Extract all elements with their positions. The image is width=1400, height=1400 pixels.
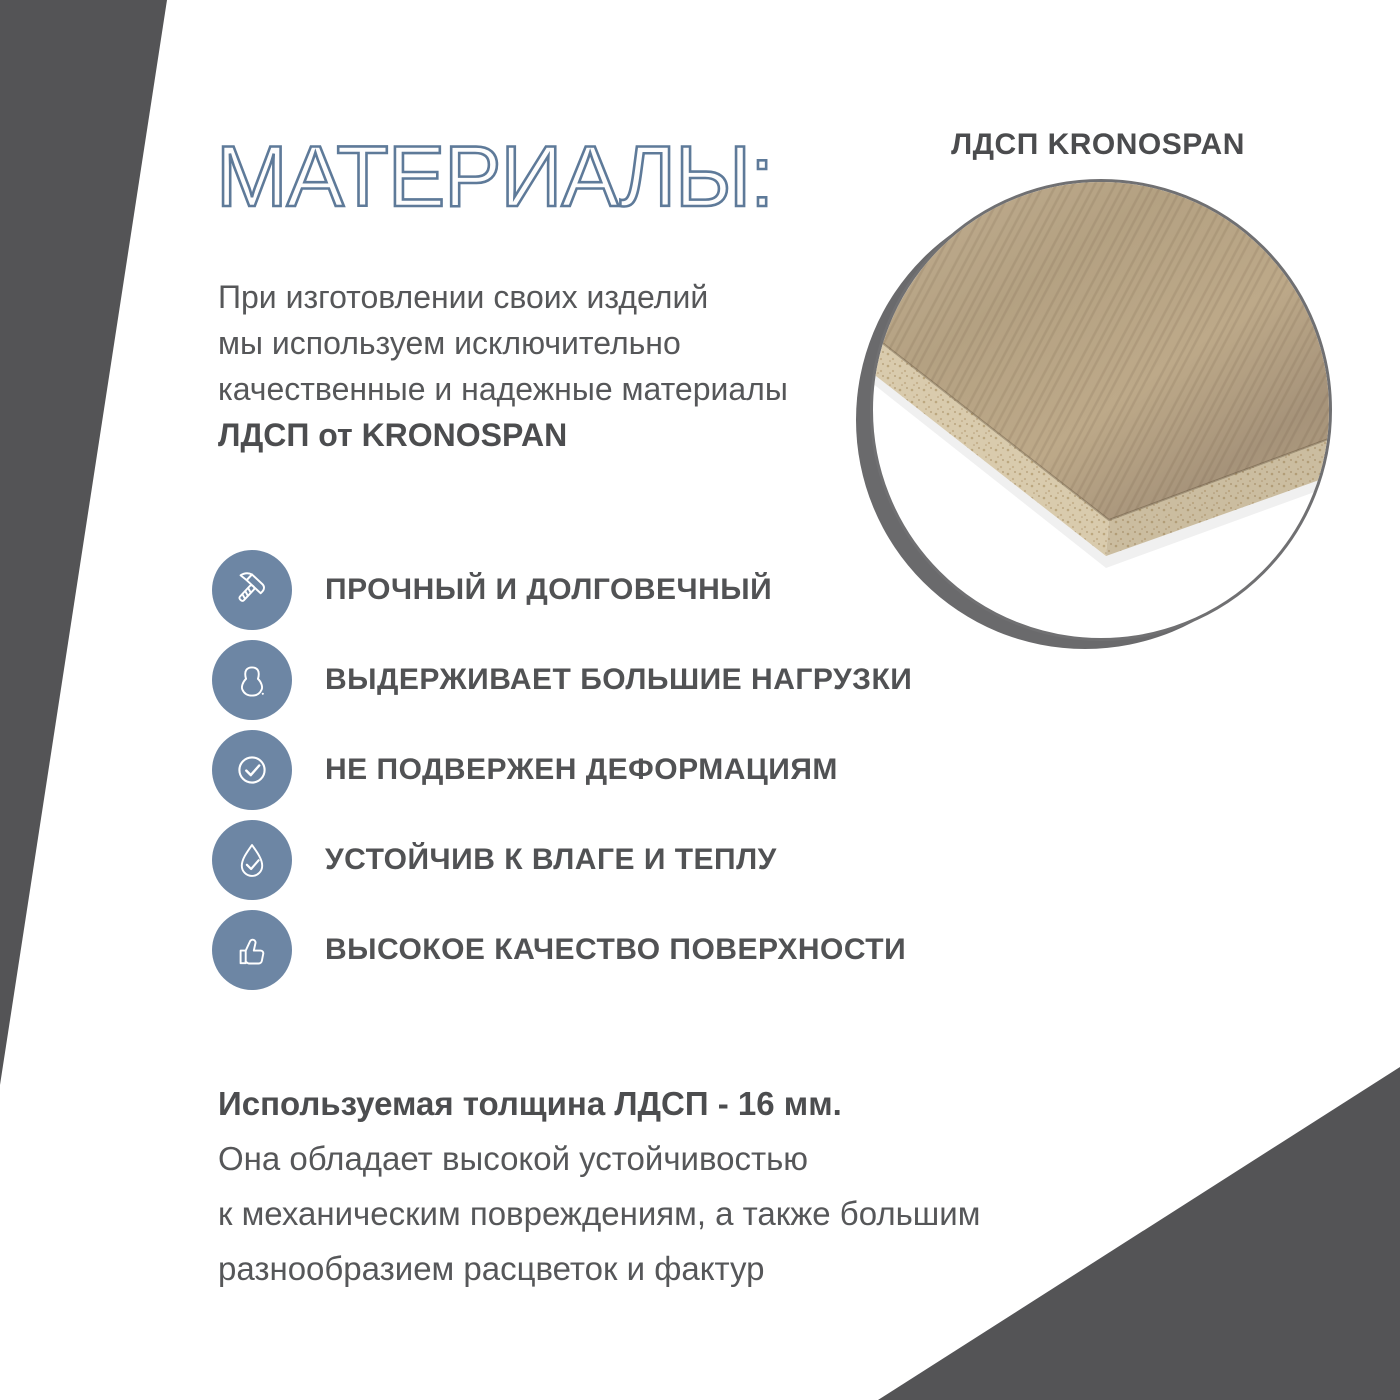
kettlebell-icon bbox=[212, 640, 292, 720]
intro-line-bold: ЛДСП от KRONOSPAN bbox=[218, 417, 568, 453]
page-title: МАТЕРИАЛЫ: bbox=[216, 129, 774, 225]
thickness-line-bold: Используемая толщина ЛДСП - 16 мм. bbox=[218, 1085, 842, 1122]
feature-item-durable bbox=[212, 550, 912, 630]
intro-line: качественные и надежные материалы bbox=[218, 371, 788, 407]
intro-paragraph bbox=[218, 274, 788, 458]
intro-line: При изготовлении своих изделий bbox=[218, 279, 709, 315]
intro-line: мы используем исключительно bbox=[218, 325, 681, 361]
chipboard-board-graphic bbox=[873, 182, 1329, 638]
feature-label: ВЫСОКОЕ КАЧЕСТВО ПОВЕРХНОСТИ bbox=[325, 933, 907, 966]
chipboard-photo bbox=[870, 179, 1332, 641]
thickness-line: Она обладает высокой устойчивостью bbox=[218, 1140, 809, 1177]
material-label: ЛДСП KRONOSPAN bbox=[951, 128, 1245, 161]
thumbs-up-icon bbox=[212, 910, 292, 990]
feature-item-moisture bbox=[212, 820, 912, 900]
thickness-line: разнообразием расцветок и фактур bbox=[218, 1250, 765, 1287]
feature-label: ПРОЧНЫЙ И ДОЛГОВЕЧНЫЙ bbox=[325, 573, 773, 606]
check-circle-icon bbox=[212, 730, 292, 810]
thickness-line: к механическим повреждениям, а также большим bbox=[218, 1195, 981, 1232]
feature-item-no-deformation bbox=[212, 730, 912, 810]
feature-list bbox=[212, 550, 912, 1000]
corner-wedge-top-left bbox=[0, 0, 167, 1085]
thickness-paragraph bbox=[218, 1076, 980, 1296]
water-drop-icon bbox=[212, 820, 292, 900]
hammer-icon bbox=[212, 550, 292, 630]
feature-label: УСТОЙЧИВ К ВЛАГЕ И ТЕПЛУ bbox=[325, 843, 777, 876]
feature-label: НЕ ПОДВЕРЖЕН ДЕФОРМАЦИЯМ bbox=[325, 753, 838, 786]
feature-item-loads bbox=[212, 640, 912, 720]
feature-item-surface-quality bbox=[212, 910, 912, 990]
feature-label: ВЫДЕРЖИВАЕТ БОЛЬШИЕ НАГРУЗКИ bbox=[325, 663, 913, 696]
